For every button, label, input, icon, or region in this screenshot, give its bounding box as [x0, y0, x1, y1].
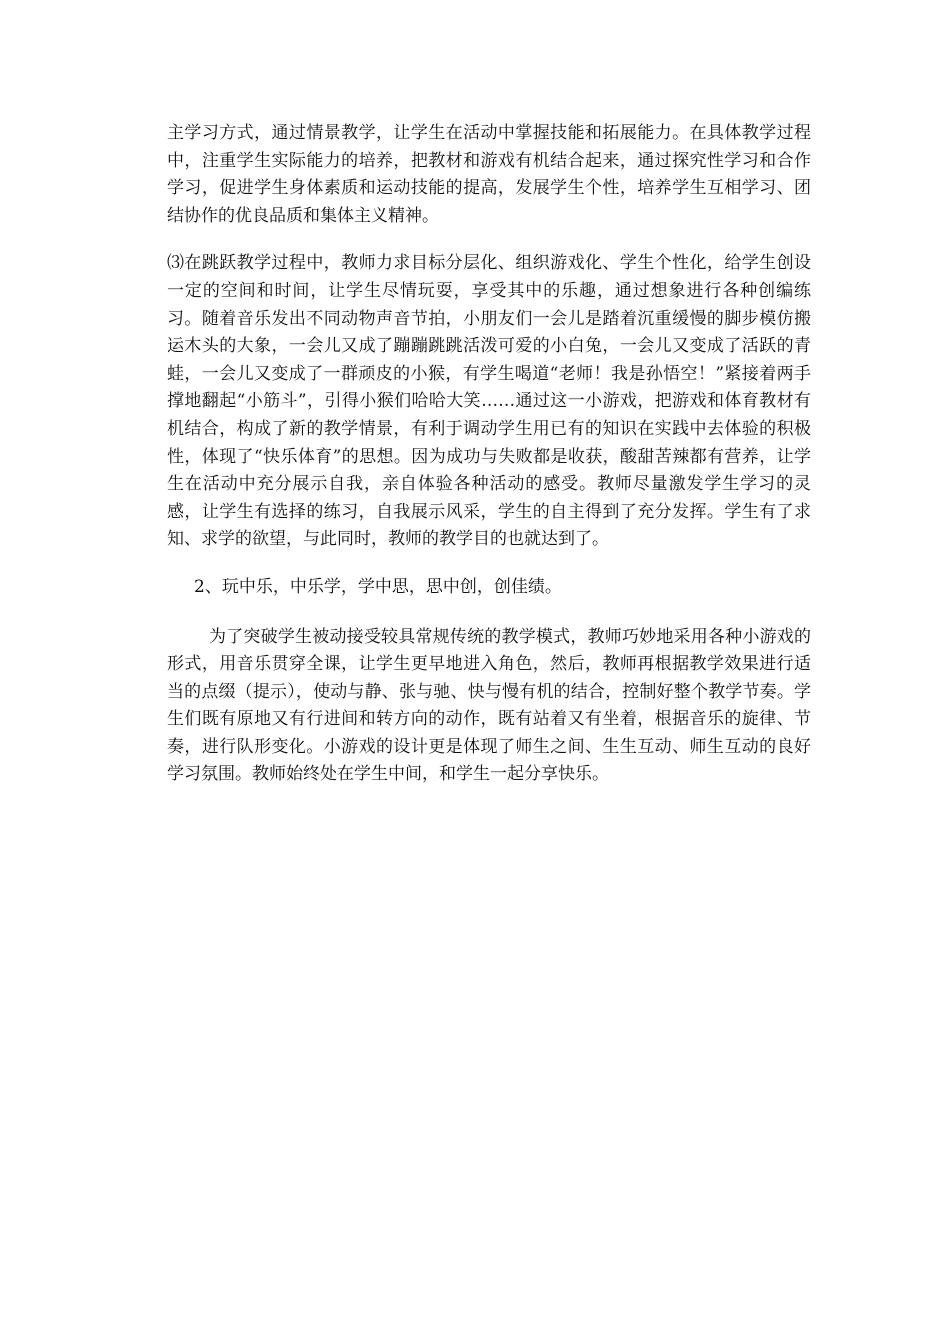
paragraph-learning-methods: 主学习方式，通过情景教学，让学生在活动中掌握技能和拓展能力。在具体教学过程中，注重学生实际能力的培养，把教材和游戏有机结合起来，通过探究性学习和合作学习，促进学生身体素质和运动技能的提高，发展学生个性，培养学生互相学习、团结协作的优良品质和集体主义精神。 [167, 123, 811, 226]
paragraph-jumping-teaching: ⑶在跳跃教学过程中，教师力求目标分层化、组织游戏化、学生个性化，给学生创设一定的空间和时间，让学生尽情玩耍，享受其中的乐趣，通过想象进行各种创编练习。随着音乐发出不同动物声音节拍，小朋友们一会儿是踏着沉重缓慢的脚步模仿搬运木头的大象，一会儿又成了蹦蹦跳跳活泼可爱的小白兔，一会儿又变成了活跃的青蛙，一会儿又变成了一群顽皮的小猴，有学生喝道“老师！我是孙悟空！”紧接着两手撑地翻起“小筋斗”，引得小猴们哈哈大笑……通过这一小游戏，把游戏和体育教材有机结合，构成了新的教学情景，有利于调动学生用已有的知识在实践中去体验的积极性，体现了“快乐体育”的思想。因为成功与失败都是收获，酸甜苦辣都有营养，让学生在活动中充分展示自我，亲自体验各种活动的感受。教师尽量激发学生学习的灵感，让学生有选择的练习，自我展示风采，学生的自主得到了充分发挥。学生有了求知、求学的欲望，与此同时，教师的教学目的也就达到了。 [167, 253, 811, 550]
paragraph-teaching-mode: 为了突破学生被动接受较具常规传统的教学模式，教师巧妙地采用各种小游戏的形式，用音乐贯穿全课，让学生更早地进入角色，然后，教师再根据教学效果进行适当的点缀（提示），使动与静、张与驰、快与慢有机的结合，控制好整个教学节奏。学生们既有原地又有行进间和转方向的动作，既有站着又有坐着，根据音乐的旋律、节奏，进行队形变化。小游戏的设计更是体现了师生之间、生生互动、师生互动的良好学习氛围。教师始终处在学生中间，和学生一起分享快乐。 [167, 626, 811, 785]
document-page [167, 120, 811, 789]
section-heading: 2、玩中乐，中乐学，学中思，思中创，创佳绩。 [194, 576, 562, 597]
